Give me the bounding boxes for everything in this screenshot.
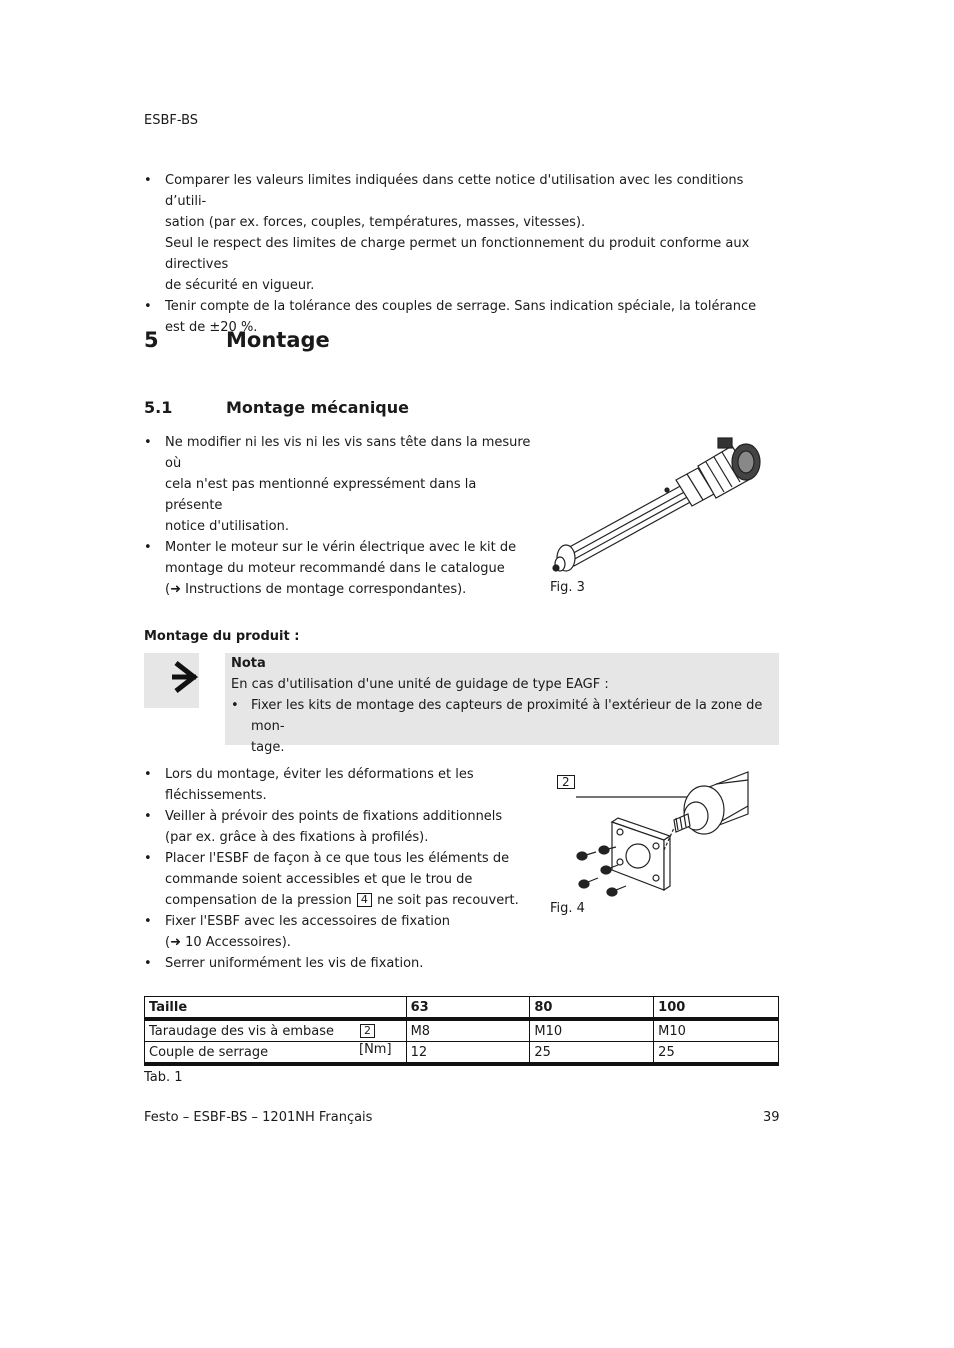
mech-bullet-list (144, 432, 534, 600)
produit-heading: Montage du produit : (144, 629, 300, 644)
doc-header: ESBF-BS (144, 113, 199, 128)
arrow-right-icon: ➜ (170, 935, 181, 950)
table-header-cell: Taille (145, 997, 407, 1020)
figure-caption: Fig. 3 (550, 580, 585, 595)
table-header-row (145, 997, 779, 1020)
table-cell: 25 (530, 1042, 654, 1065)
page-number: 39 (763, 1110, 780, 1125)
table-cell: M8 (406, 1019, 530, 1042)
arrow-right-icon (144, 653, 199, 708)
table-header-cell: 80 (530, 997, 654, 1020)
nota-icon-box (144, 653, 199, 708)
section-title: Montage (226, 328, 330, 352)
figure-callout: 2 (556, 775, 576, 791)
table-header-cell: 63 (406, 997, 530, 1020)
figure-caption: Fig. 4 (550, 901, 585, 916)
list-item: • Placer l'ESBF de façon à ce que tous les éléments de commande soient accessibles et que le trou de compensation de la pression 4 ne soit pas recouvert. (144, 851, 519, 908)
unit-label: [Nm] (359, 1042, 392, 1057)
table-cell: M10 (530, 1019, 654, 1042)
nota-text: En cas d'utilisation d'une unité de guidage de type EAGF : (231, 677, 609, 692)
list-item: • Fixer les kits de montage des capteurs de proximité à l'extérieur de la zone de mon- tage. (231, 698, 763, 755)
mounting-plate-illustration (556, 770, 756, 900)
subsection-number: 5.1 (144, 398, 173, 417)
nota-title: Nota (231, 656, 266, 671)
table-cell: M10 (654, 1019, 779, 1042)
table-header-cell: 100 (654, 997, 779, 1020)
list-item: • Fixer l'ESBF avec les accessoires de fixation (➜ 10 Accessoires). (144, 914, 451, 950)
table-cell: Taraudage des vis à embase 2 (145, 1019, 407, 1042)
arrow-right-icon: ➜ (170, 582, 181, 597)
table-cell: 25 (654, 1042, 779, 1065)
specs-table (144, 996, 779, 1066)
table-cell: Couple de serrage [Nm] (145, 1042, 407, 1065)
list-item: • Comparer les valeurs limites indiquées dans cette notice d'utilisation avec les conditions d’utili- sation (par ex. forces, couples, températures, masses, vitesses). Seul le respect des limites de charge permet un fonctionnement du produit conforme aux directives de sécurité en vigueur. (144, 173, 750, 293)
table-row (145, 1042, 779, 1065)
intro-bullet-list (144, 170, 784, 338)
list-item: • Serrer uniformément les vis de fixation. (144, 956, 424, 971)
list-item: • Lors du montage, éviter les déformations et les fléchissements. (144, 767, 474, 803)
table-cell: 12 (406, 1042, 530, 1065)
actuator-motor-illustration (546, 432, 766, 580)
nota-box (225, 653, 779, 755)
list-item: • Monter le moteur sur le vérin électrique avec le kit de montage du moteur recommandé dans le catalogue (➜ Instructions de montage correspondantes). (144, 540, 517, 597)
table-row (145, 1019, 779, 1042)
subsection-title: Montage mécanique (226, 398, 409, 417)
reference-box: 2 (360, 1024, 375, 1038)
assembly-bullet-list (144, 764, 524, 974)
list-item: • Tenir compte de la tolérance des couples de serrage. Sans indication spéciale, la tolérance est de ±20 %. (144, 299, 757, 335)
table-caption: Tab. 1 (144, 1070, 183, 1085)
list-item: • Veiller à prévoir des points de fixations additionnels (par ex. grâce à des fixations à profilés). (144, 809, 503, 845)
footer-left: Festo – ESBF-BS – 1201NH Français (144, 1110, 373, 1125)
list-item: • Ne modifier ni les vis ni les vis sans tête dans la mesure où cela n'est pas mentionné expressément dans la présente notice d'utilisation. (144, 435, 531, 534)
section-number: 5 (144, 328, 159, 352)
reference-box: 4 (357, 893, 372, 907)
